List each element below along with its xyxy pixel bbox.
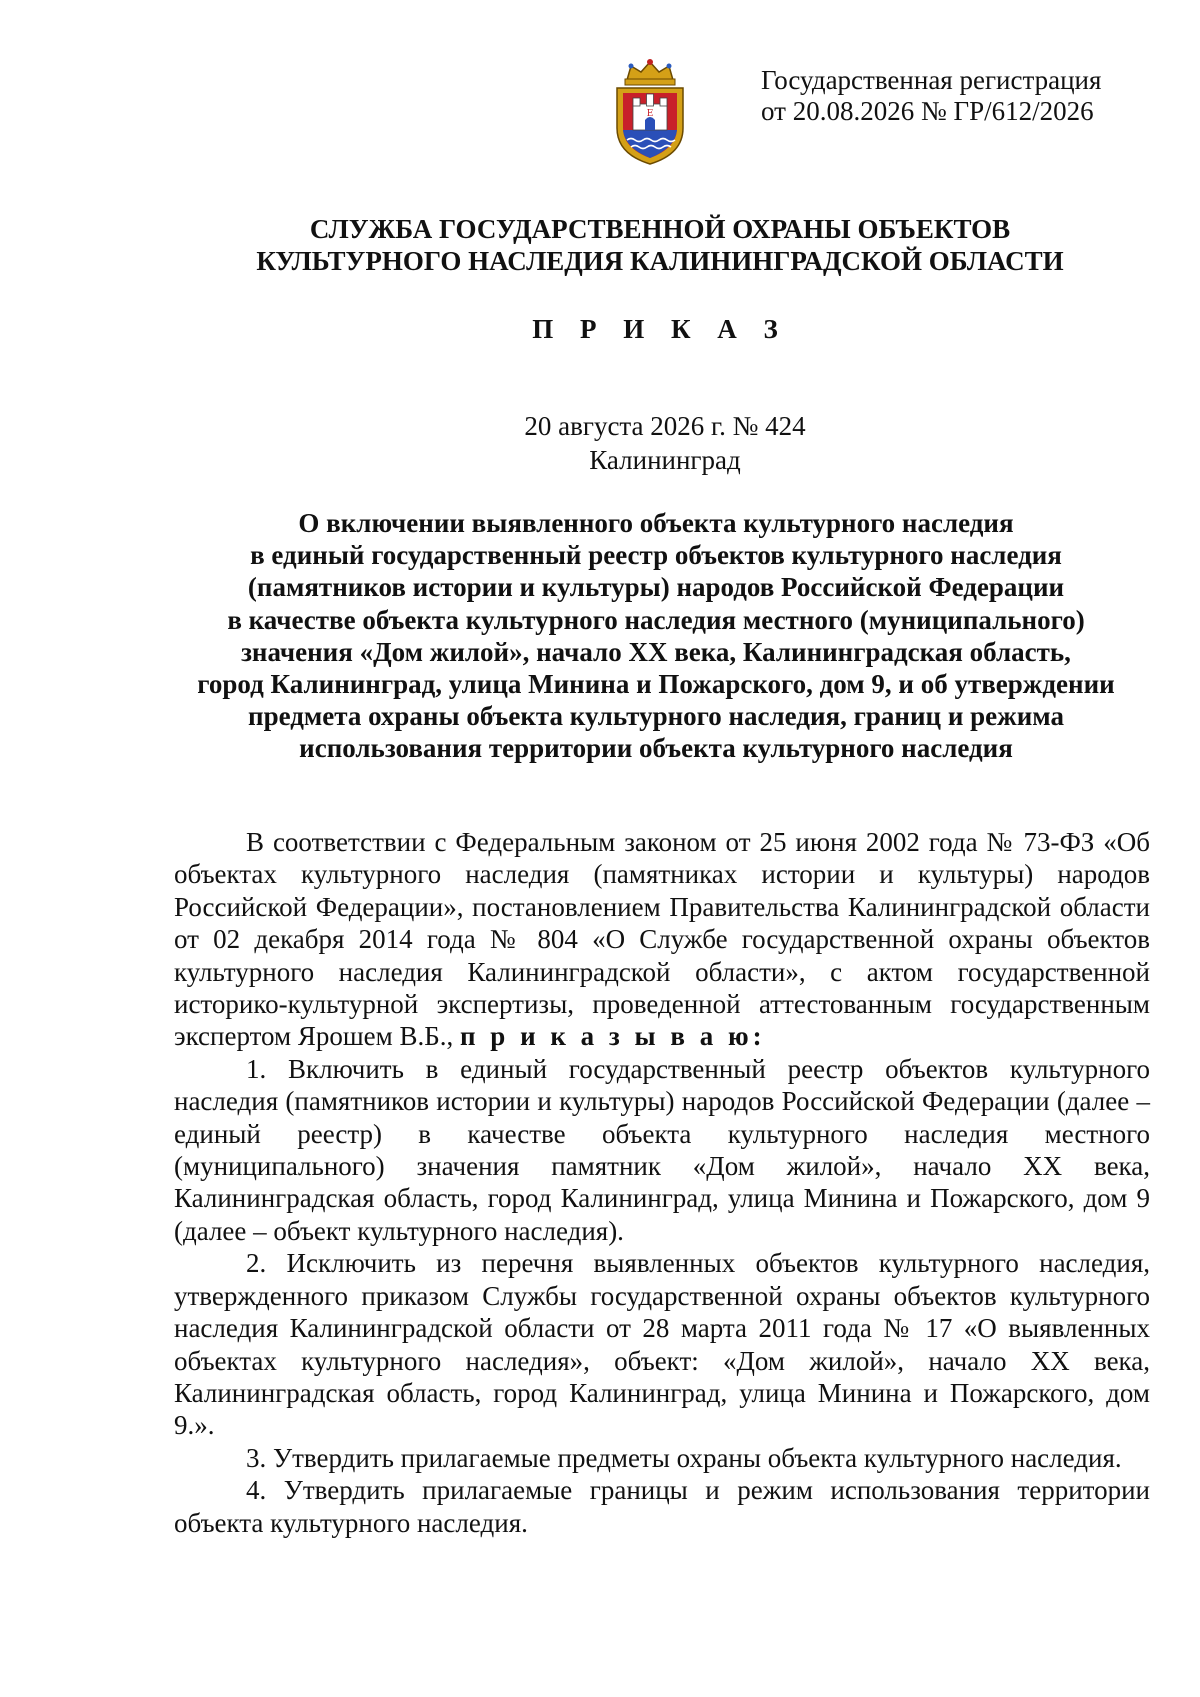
subject-line: использования территории объекта культурного наследия (299, 733, 1013, 764)
subject-line: О включении выявленного объекта культурного наследия (298, 508, 1014, 538)
registration-stamp (761, 65, 1181, 127)
registration-line-1: Государственная регистрация (761, 65, 1102, 95)
organization-line-1: СЛУЖБА ГОСУДАРСТВЕННОЙ ОХРАНЫ ОБЪЕКТОВ (309, 214, 1011, 244)
directive-word: п р и к а з ы в а ю: (460, 1021, 766, 1052)
preamble-text: В соответствии с Федеральным законом от 25 июня 2002 года № 73-ФЗ «Об объектах культурного наследия (памятниках истории и культуры) народов Российской Федерации», постановлением Правительства Калининградской области от 02 декабря 2014 года № 804 «О Службе государственной охраны объектов культурного наследия Калининградской области», с актом государственной историко-культурной экспертизы, проведенной аттестованным государственным экспертом Ярошем В.Б., (174, 827, 1150, 1052)
order-item: 3. Утвердить прилагаемые предметы охраны объекта культурного наследия. (246, 1442, 1122, 1473)
preamble-paragraph (174, 826, 1150, 1053)
coat-of-arms-icon (609, 58, 691, 168)
subject-line: значения «Дом жилой», начало XX века, Калининградская область, (241, 636, 1071, 667)
document-title: П Р И К А З (532, 314, 788, 344)
organization-name (0, 213, 1200, 277)
order-city: Калининград (589, 445, 741, 475)
registration-line-2: от 20.08.2026 № ГР/612/2026 (761, 96, 1094, 126)
subject-line: в единый государственный реестр объектов культурного наследия (250, 540, 1062, 571)
order-date: 20 августа 2026 г. № 424 (524, 411, 806, 441)
order-date-block (0, 409, 1200, 477)
order-subject (0, 507, 1200, 765)
order-body (174, 826, 1150, 1539)
organization-line-2: КУЛЬТУРНОГО НАСЛЕДИЯ КАЛИНИНГРАДСКОЙ ОБЛАСТИ (256, 246, 1064, 276)
order-item: 2. Исключить из перечня выявленных объектов культурного наследия, утвержденного приказом Службы государственной охраны объектов культурного наследия Калининградской области от 28 марта 2011 года № 17 «О выявленных объектах культурного наследия», объект: «Дом жилой», начало XX века, Калининградская область, город Калининград, улица Минина и Пожарского, дом 9.». (174, 1248, 1150, 1441)
subject-line: в качестве объекта культурного наследия местного (муниципального) (227, 604, 1085, 635)
order-item: 1. Включить в единый государственный реестр объектов культурного наследия (памятников истории и культуры) народов Российской Федерации (далее – единый реестр) в качестве объекта культурного наследия местного (муниципального) значения памятник «Дом жилой», начало XX века, Калининградская область, город Калининград, улица Минина и Пожарского, дом 9 (далее – объект культурного наследия). (174, 1053, 1150, 1246)
subject-line: (памятников истории и культуры) народов Российской Федерации (247, 572, 1065, 603)
subject-line: город Калининград, улица Минина и Пожарского, дом 9, и об утверждении (197, 669, 1115, 700)
svg-text:E: E (646, 109, 654, 119)
subject-line: предмета охраны объекта культурного наследия, границ и режима (248, 701, 1064, 732)
order-item: 4. Утвердить прилагаемые границы и режим использования территории объекта культурного наследия. (174, 1475, 1150, 1538)
